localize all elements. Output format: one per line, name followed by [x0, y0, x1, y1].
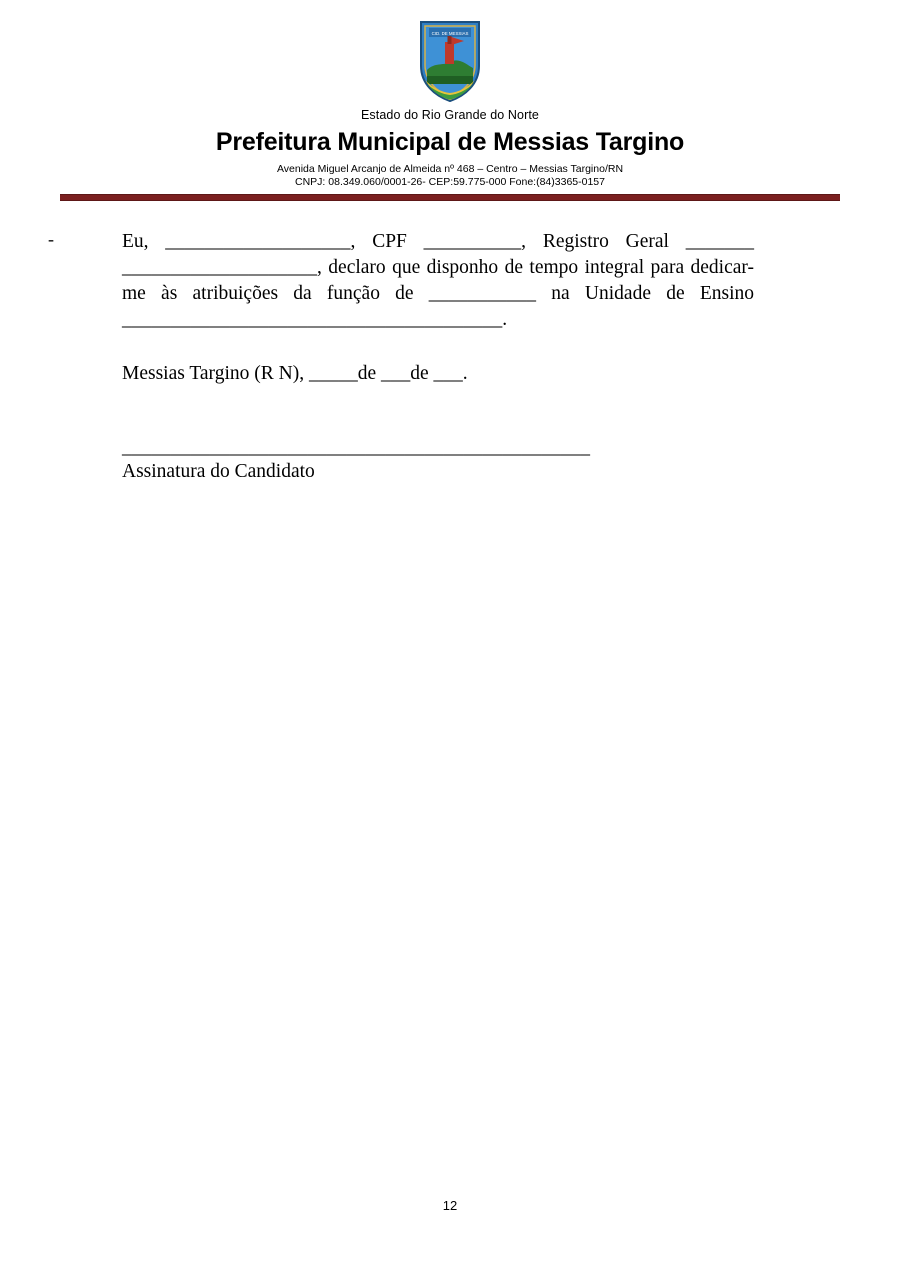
signature-rule: ________________________________________________ — [122, 436, 590, 458]
address-line: Avenida Miguel Arcanjo de Almeida nº 468 – Centro – Messias Targino/RN — [276, 163, 624, 175]
document-body — [48, 201, 840, 483]
signature-caption: Assinatura do Candidato — [122, 460, 315, 482]
header-divider — [60, 194, 840, 201]
place-date-line: Messias Targino (R N), _____de ___de ___. — [122, 362, 468, 384]
declaration-paragraph: Eu, ___________________, CPF __________, Registro Geral _______ ____________________, declaro que disponho de tempo integral para dedicar-me às atribuições da função de ___________ na Unidade de Ensino _______________________________________. — [122, 231, 754, 330]
list-marker: - — [48, 229, 54, 249]
page-title: Prefeitura Municipal de Messias Targino — [215, 128, 685, 156]
page-number: 12 — [442, 1198, 458, 1213]
coat-of-arms-icon — [415, 18, 485, 104]
svg-text:CID. DE MESSIAS: CID. DE MESSIAS — [431, 31, 469, 36]
document-header — [0, 0, 900, 201]
signature-block — [122, 437, 840, 483]
contact-line: CNPJ: 08.349.060/0001-26- CEP:59.775-000 Fone:(84)3365-0157 — [295, 176, 605, 188]
state-line: Estado do Rio Grande do Norte — [360, 108, 539, 122]
